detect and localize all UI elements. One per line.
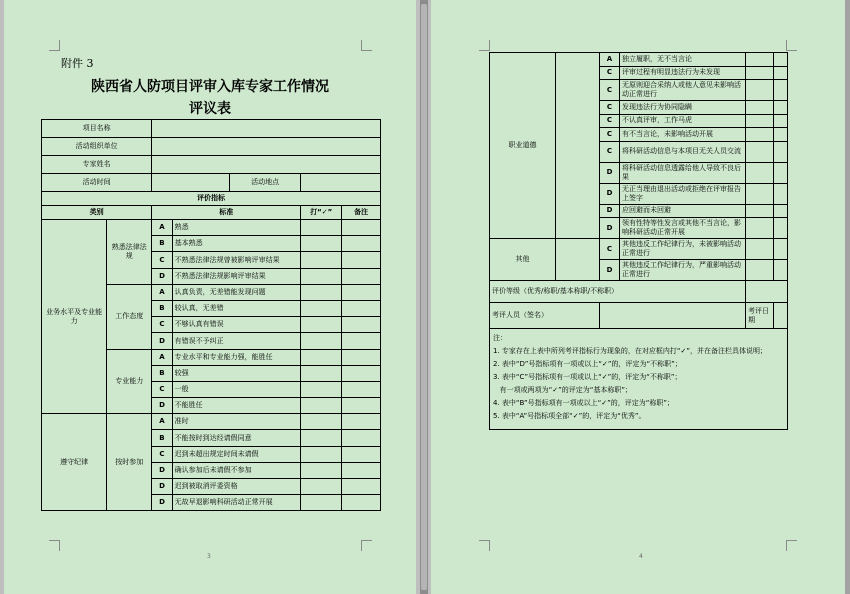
- page-number: 4: [639, 553, 643, 560]
- remark-cell[interactable]: [342, 220, 381, 236]
- standard-cell: 无原则迎合采纳人或他人意见未影响活动正常进行: [620, 80, 746, 101]
- remark-cell[interactable]: [774, 53, 788, 67]
- level-cell: D: [152, 398, 172, 414]
- tick-cell[interactable]: [301, 236, 342, 252]
- standard-header: 标准: [152, 206, 301, 220]
- crop-mark: [361, 540, 372, 551]
- level-cell: A: [152, 349, 172, 365]
- remark-cell[interactable]: [774, 141, 788, 162]
- crop-mark: [49, 40, 60, 51]
- level-cell: D: [152, 495, 172, 511]
- project-name-label: 项目名称: [42, 120, 152, 138]
- standard-cell: 熟悉: [172, 220, 301, 236]
- remark-cell[interactable]: [342, 398, 381, 414]
- standard-cell: 确认参加后未请假不参加: [172, 462, 301, 478]
- tick-cell[interactable]: [746, 162, 774, 183]
- grade-row: [490, 281, 788, 303]
- level-cell: C: [600, 128, 620, 142]
- standard-cell: 认真负责，无差错能发现问题: [172, 284, 301, 300]
- criteria-row: [490, 53, 788, 67]
- level-cell: C: [152, 252, 172, 268]
- standard-cell: 应回避而未回避: [620, 204, 746, 218]
- crop-mark: [786, 540, 797, 551]
- level-cell: A: [152, 284, 172, 300]
- indicators-header: 评价指标: [42, 192, 381, 206]
- tick-cell[interactable]: [301, 495, 342, 511]
- level-cell: D: [600, 218, 620, 239]
- tick-cell[interactable]: [746, 53, 774, 67]
- activity-time-field[interactable]: [152, 174, 230, 192]
- tick-cell[interactable]: [301, 479, 342, 495]
- standard-cell: 基本熟悉: [172, 236, 301, 252]
- tick-cell[interactable]: [301, 430, 342, 446]
- standard-cell: 无故早退影响科研活动正常开展: [172, 495, 301, 511]
- note-line: 有一项或两项为“✓”的评定为“基本称职”；: [493, 385, 633, 394]
- remark-cell[interactable]: [774, 128, 788, 142]
- tick-cell[interactable]: [301, 252, 342, 268]
- subcategory-cell: 专业能力: [107, 349, 152, 414]
- attachment-label: 附件 3: [61, 57, 94, 70]
- tick-cell[interactable]: [746, 260, 774, 281]
- remark-cell[interactable]: [774, 260, 788, 281]
- remark-cell[interactable]: [342, 317, 381, 333]
- level-cell: D: [600, 162, 620, 183]
- standard-cell: 不认真评审，工作马虎: [620, 114, 746, 128]
- date-field[interactable]: [774, 303, 788, 329]
- standard-cell: 不够认真有错误: [172, 317, 301, 333]
- crop-mark: [479, 40, 490, 51]
- standard-cell: 无正当理由退出活动或拒绝在评审报告上签字: [620, 183, 746, 204]
- level-cell: A: [600, 53, 620, 67]
- activity-place-field[interactable]: [301, 174, 381, 192]
- category-header: 类别: [42, 206, 152, 220]
- tick-cell[interactable]: [746, 183, 774, 204]
- remark-cell[interactable]: [342, 446, 381, 462]
- remark-cell[interactable]: [774, 66, 788, 80]
- tick-cell[interactable]: [301, 349, 342, 365]
- remark-cell[interactable]: [342, 284, 381, 300]
- notes-row: [490, 329, 788, 430]
- note-line: 4. 表中“B”号指标项有一项或以上“✓”的，评定为“称职”；: [493, 398, 674, 407]
- level-cell: C: [600, 114, 620, 128]
- page-4: [431, 0, 845, 594]
- remark-cell[interactable]: [774, 114, 788, 128]
- standard-cell: 有错误不予纠正: [172, 333, 301, 349]
- standard-cell: 较强: [172, 365, 301, 381]
- org-label: 活动组织单位: [42, 138, 152, 156]
- crop-mark: [786, 40, 797, 51]
- remark-cell[interactable]: [342, 349, 381, 365]
- remark-cell[interactable]: [774, 239, 788, 260]
- notes-title: 注：: [493, 334, 507, 342]
- form-title-line2: 评议表: [189, 101, 231, 117]
- standard-cell: 发现违法行为协同隐瞒: [620, 101, 746, 115]
- level-cell: C: [152, 381, 172, 397]
- category-cell: 其他: [490, 239, 556, 281]
- standard-cell: 领有性特等性发言或其他不当言论，影响科研活动正常开展: [620, 218, 746, 239]
- standard-cell: 较认真，无差错: [172, 300, 301, 316]
- subcategory-cell: [556, 53, 600, 239]
- tick-cell[interactable]: [746, 114, 774, 128]
- tick-cell[interactable]: [746, 80, 774, 101]
- subcategory-cell: 按时参加: [107, 414, 152, 511]
- category-cell: 遵守纪律: [42, 414, 107, 511]
- tick-cell[interactable]: [301, 414, 342, 430]
- level-cell: D: [152, 333, 172, 349]
- tick-header: 打“✓”: [301, 206, 342, 220]
- remark-cell[interactable]: [774, 101, 788, 115]
- tick-cell[interactable]: [301, 284, 342, 300]
- remark-cell[interactable]: [342, 333, 381, 349]
- standard-cell: 不熟悉法律法规影响评审结果: [172, 268, 301, 284]
- note-line: 2. 表中“D”号指标项有一项或以上“✓”的，评定为“不称职”；: [493, 359, 682, 368]
- criteria-row: [42, 414, 381, 430]
- standard-cell: 准时: [172, 414, 301, 430]
- reviewer-label: 考评人员（签名）: [490, 303, 600, 329]
- remark-cell[interactable]: [774, 204, 788, 218]
- remark-cell[interactable]: [342, 414, 381, 430]
- subcategory-cell: 熟悉法律法规: [107, 220, 152, 285]
- tick-cell[interactable]: [301, 381, 342, 397]
- standard-cell: 将科研活动信息透露给他人导致不良后果: [620, 162, 746, 183]
- tick-cell[interactable]: [746, 239, 774, 260]
- level-cell: D: [152, 268, 172, 284]
- standard-cell: 迟到未超出规定时间未请假: [172, 446, 301, 462]
- standard-cell: 不能胜任: [172, 398, 301, 414]
- standard-cell: 其他违反工作纪律行为，严重影响活动正常进行: [620, 260, 746, 281]
- standard-cell: 将科研活动信息与本项目无关人员交流: [620, 141, 746, 162]
- level-cell: C: [152, 446, 172, 462]
- remark-cell[interactable]: [342, 252, 381, 268]
- tick-cell[interactable]: [301, 333, 342, 349]
- level-cell: A: [152, 220, 172, 236]
- remark-cell[interactable]: [342, 430, 381, 446]
- remark-cell[interactable]: [342, 462, 381, 478]
- subcategory-cell: [556, 239, 600, 281]
- level-cell: C: [600, 141, 620, 162]
- tick-cell[interactable]: [746, 218, 774, 239]
- tick-cell[interactable]: [301, 446, 342, 462]
- tick-cell[interactable]: [301, 220, 342, 236]
- crop-mark: [479, 540, 490, 551]
- category-cell: 业务水平及专业能力: [42, 220, 107, 414]
- remark-cell[interactable]: [342, 268, 381, 284]
- tick-cell[interactable]: [301, 462, 342, 478]
- level-cell: C: [600, 101, 620, 115]
- level-cell: D: [600, 260, 620, 281]
- form-title: 陕西省人防项目评审入库专家工作情况: [91, 79, 329, 95]
- level-cell: C: [600, 80, 620, 101]
- evaluation-table-continued: [489, 52, 788, 430]
- note-line: 3. 表中“C”号指标项有一项或以上“✓”的，评定为“不称职”；: [493, 372, 682, 381]
- tick-cell[interactable]: [746, 204, 774, 218]
- activity-time-label: 活动时间: [42, 174, 152, 192]
- remark-cell[interactable]: [774, 183, 788, 204]
- category-cell: 职业道德: [490, 53, 556, 239]
- remark-cell[interactable]: [342, 495, 381, 511]
- level-cell: A: [152, 414, 172, 430]
- remark-cell[interactable]: [774, 162, 788, 183]
- reviewer-signature-field[interactable]: [600, 303, 746, 329]
- level-cell: B: [152, 365, 172, 381]
- notes-cell: [490, 329, 788, 430]
- level-cell: D: [152, 462, 172, 478]
- level-cell: D: [152, 479, 172, 495]
- tick-cell[interactable]: [746, 141, 774, 162]
- project-name-field[interactable]: [152, 120, 381, 138]
- remark-cell[interactable]: [774, 80, 788, 101]
- level-cell: C: [600, 66, 620, 80]
- note-line: 1. 专家存在上表中所列考评指标行为现象的，在对应框内打“✓”，并在备注栏具体说明；: [493, 346, 768, 355]
- remark-cell[interactable]: [342, 479, 381, 495]
- standard-cell: 专业水平和专业能力强，能胜任: [172, 349, 301, 365]
- level-cell: B: [152, 300, 172, 316]
- tick-cell[interactable]: [746, 66, 774, 80]
- remark-cell[interactable]: [774, 218, 788, 239]
- activity-place-label: 活动地点: [229, 174, 300, 192]
- standard-cell: 其他违反工作纪律行为，未被影响活动正常进行: [620, 239, 746, 260]
- remark-cell[interactable]: [342, 365, 381, 381]
- tick-cell[interactable]: [301, 300, 342, 316]
- page-number: 3: [207, 553, 211, 560]
- note-line: 5. 表中“A”号指标项全部“✓”的，评定为“优秀”。: [493, 411, 646, 420]
- standard-cell: 不熟悉法律法规曾被影响评审结果: [172, 252, 301, 268]
- remark-cell[interactable]: [342, 236, 381, 252]
- standard-cell: 评审过程有明显违法行为未发现: [620, 66, 746, 80]
- level-cell: D: [600, 204, 620, 218]
- tick-cell[interactable]: [301, 317, 342, 333]
- crop-mark: [361, 40, 372, 51]
- standard-cell: 迟到被取消评委资格: [172, 479, 301, 495]
- crop-mark: [49, 540, 60, 551]
- expert-name-label: 专家姓名: [42, 156, 152, 174]
- remark-cell[interactable]: [342, 300, 381, 316]
- tick-cell[interactable]: [301, 365, 342, 381]
- tick-cell[interactable]: [301, 268, 342, 284]
- grade-field[interactable]: [746, 281, 788, 303]
- evaluation-table: [41, 119, 381, 511]
- level-cell: C: [152, 317, 172, 333]
- tick-cell[interactable]: [301, 398, 342, 414]
- subcategory-cell: 工作态度: [107, 284, 152, 349]
- level-cell: D: [600, 183, 620, 204]
- reviewer-row: [490, 303, 788, 329]
- org-field[interactable]: [152, 138, 381, 156]
- remark-cell[interactable]: [342, 381, 381, 397]
- scrollbar-thumb[interactable]: [421, 4, 427, 590]
- standard-cell: 不能按时到达经请假同意: [172, 430, 301, 446]
- level-cell: C: [600, 239, 620, 260]
- page-3: [4, 0, 416, 594]
- standard-cell: 一般: [172, 381, 301, 397]
- right-scrollbar[interactable]: [845, 0, 850, 594]
- criteria-row: [42, 220, 381, 236]
- expert-name-field[interactable]: [152, 156, 381, 174]
- level-cell: B: [152, 430, 172, 446]
- criteria-row: [490, 239, 788, 260]
- date-label: 考评日期: [746, 303, 774, 329]
- grade-label: 评价等级（优秀/称职/基本称职/不称职）: [490, 281, 746, 303]
- standard-cell: 独立履职，无不当言论: [620, 53, 746, 67]
- tick-cell[interactable]: [746, 101, 774, 115]
- level-cell: B: [152, 236, 172, 252]
- standard-cell: 有不当言论，未影响活动开展: [620, 128, 746, 142]
- remark-header: 备注: [342, 206, 381, 220]
- tick-cell[interactable]: [746, 128, 774, 142]
